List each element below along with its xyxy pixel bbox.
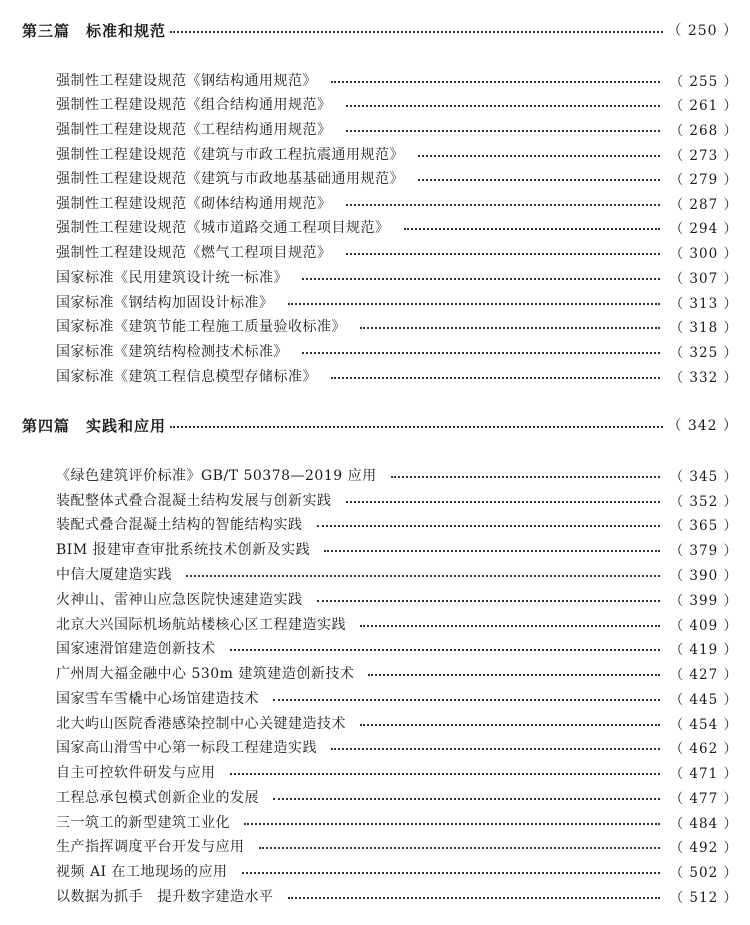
entry-title: 三一筑工的新型建筑工业化 (56, 815, 230, 831)
entry-title: 生产指挥调度平台开发与应用 (56, 839, 245, 855)
entry-title: 北大屿山医院香港感染控制中心关键建造技术 (56, 716, 346, 732)
entry-title: 强制性工程建设规范《建筑与市政工程抗震通用规范》 (56, 147, 404, 163)
toc-entry[interactable] (56, 687, 738, 709)
page-number: （ 352 ） (669, 494, 738, 510)
entry-title: 以数据为抓手 提升数字建造水平 (56, 889, 274, 905)
entry-title: BIM 报建审查审批系统技术创新及实践 (56, 542, 311, 558)
toc-entry[interactable] (56, 192, 738, 214)
toc-entry[interactable] (56, 538, 738, 560)
page-number: （ 502 ） (669, 865, 738, 881)
toc-entry[interactable] (56, 216, 738, 238)
page-number: （ 419 ） (669, 642, 738, 658)
page-number: （ 261 ） (669, 98, 738, 114)
dot-leader (273, 798, 660, 800)
entry-title: 国家标准《民用建筑设计统一标准》 (56, 270, 288, 286)
toc-entry[interactable] (56, 118, 738, 140)
section-part-number: 第四篇 (22, 416, 71, 435)
toc-entry[interactable] (56, 736, 738, 758)
page-number: （ 300 ） (669, 246, 738, 262)
toc-entry[interactable] (56, 860, 738, 882)
page-number: （ 454 ） (669, 717, 738, 733)
toc-entry[interactable] (56, 241, 738, 263)
page-number: （ 390 ） (669, 568, 738, 584)
page-number: （ 462 ） (669, 741, 738, 757)
dot-leader (288, 897, 660, 899)
page-number: （ 287 ） (669, 197, 738, 213)
entry-title: 强制性工程建设规范《工程结构通用规范》 (56, 122, 332, 138)
page-number: （ 445 ） (669, 692, 738, 708)
page-number: （ 427 ） (669, 667, 738, 683)
dot-leader (230, 773, 660, 775)
dot-leader (418, 155, 660, 157)
entry-title: 装配式叠合混凝土结构的智能结构实践 (56, 517, 303, 533)
entry-title: 《绿色建筑评价标准》GB/T 50378—2019 应用 (56, 468, 377, 484)
entry-title: 国家雪车雪橇中心场馆建造技术 (56, 691, 259, 707)
entry-title: 国家速滑馆建造创新技术 (56, 641, 216, 657)
section-part-number: 第三篇 (22, 21, 71, 40)
page-number: （ 318 ） (669, 320, 738, 336)
entry-title: 视频 AI 在工地现场的应用 (56, 864, 228, 880)
dot-leader (360, 724, 660, 726)
dot-leader (404, 228, 660, 230)
dot-leader (288, 303, 660, 305)
entry-title: 强制性工程建设规范《组合结构通用规范》 (56, 97, 332, 113)
toc-entry[interactable] (56, 662, 738, 684)
toc-entry[interactable] (56, 588, 738, 610)
dot-leader (170, 31, 663, 33)
page-number: （ 255 ） (669, 74, 738, 90)
toc-entry[interactable] (56, 365, 738, 387)
dot-leader (331, 377, 660, 379)
dot-leader (324, 550, 660, 552)
page-number: （ 250 ） (667, 23, 738, 39)
entry-title: 强制性工程建设规范《建筑与市政地基基础通用规范》 (56, 171, 404, 187)
toc-entry[interactable] (56, 143, 738, 165)
dot-leader (346, 130, 660, 132)
entry-title: 强制性工程建设规范《燃气工程项目规范》 (56, 245, 332, 261)
page-number: （ 379 ） (669, 543, 738, 559)
page-number: （ 409 ） (669, 618, 738, 634)
dot-leader (242, 872, 660, 874)
dot-leader (244, 823, 660, 825)
page-number: （ 512 ） (669, 890, 738, 906)
entry-title: 工程总承包模式创新企业的发展 (56, 790, 259, 806)
toc-entry[interactable] (56, 835, 738, 857)
page-number: （ 365 ） (669, 518, 738, 534)
toc-entry[interactable] (56, 637, 738, 659)
page-number: （ 484 ） (669, 816, 738, 832)
dot-leader (302, 352, 660, 354)
dot-leader (170, 426, 663, 428)
section-heading-label (22, 415, 166, 436)
entry-title: 中信大厦建造实践 (56, 567, 172, 583)
dot-leader (360, 625, 660, 627)
toc-entry[interactable] (56, 291, 738, 313)
entry-title: 火神山、雷神山应急医院快速建造实践 (56, 592, 303, 608)
page-number: （ 268 ） (669, 123, 738, 139)
page-number: （ 325 ） (669, 345, 738, 361)
dot-leader (259, 847, 660, 849)
entry-title: 国家标准《建筑节能工程施工质量验收标准》 (56, 319, 346, 335)
page-number: （ 471 ） (669, 766, 738, 782)
dot-leader (317, 600, 660, 602)
page-number: （ 492 ） (669, 840, 738, 856)
page-number: （ 313 ） (669, 296, 738, 312)
dot-leader (317, 525, 660, 527)
toc-entry[interactable] (56, 513, 738, 535)
dot-leader (273, 699, 660, 701)
dot-leader (346, 253, 660, 255)
dot-leader (346, 105, 660, 107)
toc-entry[interactable] (56, 761, 738, 783)
dot-leader (331, 748, 660, 750)
page-number: （ 477 ） (669, 791, 738, 807)
page-number: （ 399 ） (669, 593, 738, 609)
dot-leader (302, 278, 660, 280)
toc-entry[interactable] (56, 712, 738, 734)
dot-leader (346, 501, 660, 503)
toc-entry[interactable] (56, 489, 738, 511)
entry-title: 装配整体式叠合混凝土结构发展与创新实践 (56, 493, 332, 509)
entry-title: 强制性工程建设规范《钢结构通用规范》 (56, 73, 317, 89)
dot-leader (360, 327, 660, 329)
entry-title: 强制性工程建设规范《砌体结构通用规范》 (56, 196, 332, 212)
toc-entry[interactable] (56, 786, 738, 808)
section-title: 标准和规范 (86, 21, 167, 40)
page-number: （ 345 ） (669, 469, 738, 485)
toc-entry[interactable] (56, 811, 738, 833)
section-heading[interactable] (22, 412, 738, 438)
page-number: （ 332 ） (669, 370, 738, 386)
entry-title: 北京大兴国际机场航站楼核心区工程建造实践 (56, 617, 346, 633)
entry-title: 国家标准《建筑结构检测技术标准》 (56, 344, 288, 360)
page-number: （ 279 ） (669, 172, 738, 188)
page-number: （ 342 ） (667, 418, 738, 434)
entry-title: 广州周大福金融中心 530m 建筑建造创新技术 (56, 666, 355, 682)
dot-leader (418, 179, 660, 181)
toc-entry[interactable] (56, 69, 738, 91)
toc-entry[interactable] (56, 563, 738, 585)
toc-entry[interactable] (56, 464, 738, 486)
toc-entry[interactable] (56, 167, 738, 189)
toc-entry[interactable] (56, 315, 738, 337)
entry-title: 国家高山滑雪中心第一标段工程建造实践 (56, 740, 317, 756)
section-title: 实践和应用 (86, 416, 167, 435)
entry-title: 国家标准《建筑工程信息模型存储标准》 (56, 369, 317, 385)
section-heading-label (22, 20, 166, 41)
dot-leader (391, 476, 660, 478)
entry-title: 强制性工程建设规范《城市道路交通工程项目规范》 (56, 220, 390, 236)
toc-entry[interactable] (56, 266, 738, 288)
dot-leader (368, 674, 659, 676)
page-number: （ 273 ） (669, 148, 738, 164)
section-heading[interactable] (22, 17, 738, 43)
dot-leader (186, 575, 660, 577)
dot-leader (331, 81, 660, 83)
dot-leader (346, 204, 660, 206)
toc-entry[interactable] (56, 613, 738, 635)
dot-leader (230, 649, 660, 651)
toc-entry[interactable] (56, 340, 738, 362)
toc-entry[interactable] (56, 885, 738, 907)
entry-title: 自主可控软件研发与应用 (56, 765, 216, 781)
page-number: （ 307 ） (669, 271, 738, 287)
toc-entry[interactable] (56, 93, 738, 115)
entry-title: 国家标准《钢结构加固设计标准》 (56, 295, 274, 311)
page-number: （ 294 ） (669, 221, 738, 237)
